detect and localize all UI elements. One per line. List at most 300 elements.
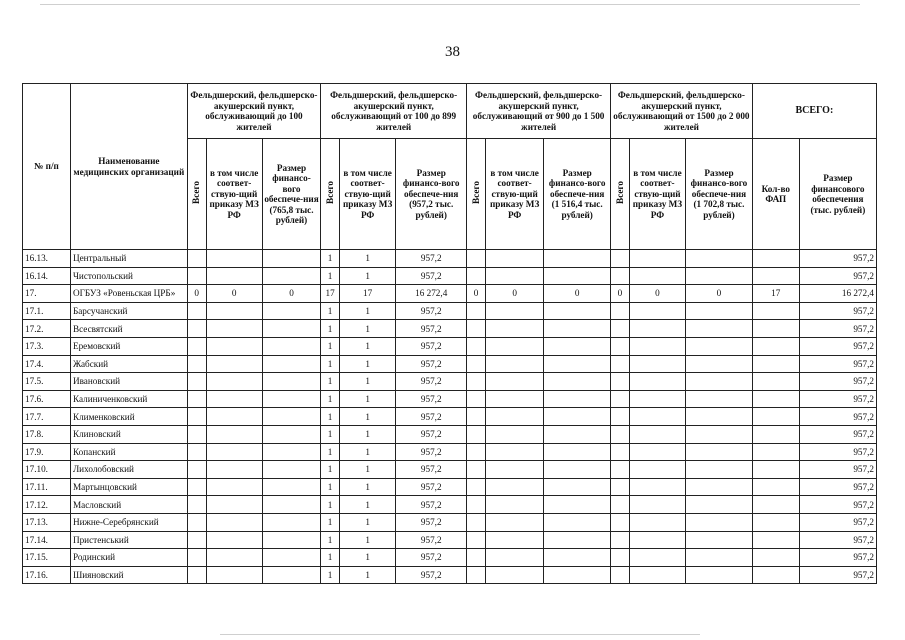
row-value-cell: [206, 408, 262, 426]
row-value-cell: 957,2: [396, 390, 467, 408]
row-value-cell: 1: [339, 566, 395, 584]
row-value-cell: [187, 373, 206, 391]
row-value-cell: [629, 408, 685, 426]
row-value-cell: [206, 267, 262, 285]
col-header-total-count: Всего: [467, 139, 486, 250]
row-value-cell: [467, 302, 486, 320]
col-header-mz-compliant: в том числе соответ-ствую-щий приказу МЗ РФ: [629, 139, 685, 250]
table-row: [23, 390, 877, 408]
row-value-cell: 16 272,4: [396, 285, 467, 303]
row-value-cell: [467, 513, 486, 531]
row-value-cell: [467, 531, 486, 549]
row-number: 16.13.: [23, 250, 71, 268]
row-value-cell: [485, 443, 543, 461]
row-value-cell: [686, 250, 753, 268]
table-row: [23, 267, 877, 285]
row-value-cell: [467, 390, 486, 408]
row-value-cell: [262, 496, 320, 514]
row-value-cell: 1: [321, 267, 340, 285]
row-value-cell: [686, 461, 753, 479]
table-row: [23, 566, 877, 584]
row-value-cell: [262, 478, 320, 496]
row-organization-name: ОГБУЗ «Ровеньская ЦРБ»: [70, 285, 187, 303]
row-number: 17.12.: [23, 496, 71, 514]
row-value-cell: [629, 461, 685, 479]
row-value-cell: 1: [321, 390, 340, 408]
group-header-up-to-100: Фельдшерский, фельдшерско-акушерский пункт, обслуживающий до 100 жителей: [187, 84, 320, 139]
row-value-cell: 0: [544, 285, 611, 303]
row-value-cell: [611, 355, 630, 373]
row-organization-name: Масловский: [70, 496, 187, 514]
row-organization-name: Клиновский: [70, 425, 187, 443]
row-organization-name: Чистопольский: [70, 267, 187, 285]
row-value-cell: [485, 425, 543, 443]
row-value-cell: [262, 408, 320, 426]
row-value-cell: [544, 425, 611, 443]
row-value-cell: 0: [262, 285, 320, 303]
row-value-cell: [467, 478, 486, 496]
row-value-cell: [611, 478, 630, 496]
row-value-cell: [467, 355, 486, 373]
row-organization-name: Еремовский: [70, 337, 187, 355]
row-value-cell: [611, 337, 630, 355]
row-value-cell: [206, 302, 262, 320]
col-header-funding: Размер финансо-вого обеспече-ния (1 702,8 тыс. рублей): [686, 139, 753, 250]
row-value-cell: [206, 250, 262, 268]
row-value-cell: [611, 496, 630, 514]
row-number: 17.: [23, 285, 71, 303]
row-value-cell: [206, 549, 262, 567]
row-value-cell: [467, 549, 486, 567]
row-value-cell: [485, 302, 543, 320]
row-value-cell: [187, 425, 206, 443]
row-value-cell: [752, 566, 799, 584]
row-value-cell: [467, 425, 486, 443]
row-number: 17.13.: [23, 513, 71, 531]
row-value-cell: [686, 425, 753, 443]
row-value-cell: [544, 461, 611, 479]
row-value-cell: [544, 250, 611, 268]
row-value-cell: [752, 408, 799, 426]
row-value-cell: [262, 531, 320, 549]
row-value-cell: [544, 320, 611, 338]
row-value-cell: [686, 531, 753, 549]
row-value-cell: 1: [321, 425, 340, 443]
row-value-cell: 957,2: [799, 425, 876, 443]
row-value-cell: 957,2: [799, 302, 876, 320]
row-value-cell: [485, 478, 543, 496]
row-value-cell: [752, 496, 799, 514]
row-value-cell: [485, 337, 543, 355]
row-value-cell: [611, 531, 630, 549]
row-value-cell: 1: [321, 531, 340, 549]
row-value-cell: [262, 443, 320, 461]
row-value-cell: [187, 513, 206, 531]
row-organization-name: Копанский: [70, 443, 187, 461]
row-value-cell: [467, 267, 486, 285]
row-value-cell: 1: [339, 496, 395, 514]
row-value-cell: [544, 531, 611, 549]
row-value-cell: 957,2: [799, 320, 876, 338]
row-value-cell: 1: [321, 250, 340, 268]
row-value-cell: [187, 355, 206, 373]
row-value-cell: [629, 513, 685, 531]
table-row: [23, 496, 877, 514]
row-value-cell: [262, 373, 320, 391]
row-value-cell: [611, 302, 630, 320]
row-value-cell: [485, 549, 543, 567]
row-value-cell: 17: [321, 285, 340, 303]
row-organization-name: Шияновский: [70, 566, 187, 584]
row-value-cell: 1: [321, 443, 340, 461]
row-value-cell: [467, 250, 486, 268]
table-row: [23, 443, 877, 461]
row-number: 17.11.: [23, 478, 71, 496]
row-value-cell: [544, 408, 611, 426]
row-value-cell: 0: [206, 285, 262, 303]
row-organization-name: Всесвятский: [70, 320, 187, 338]
col-header-fap-count: Кол-во ФАП: [752, 139, 799, 250]
group-header-1500-2000: Фельдшерский, фельдшерско-акушерский пункт, обслуживающий от 1500 до 2 000 жителей: [611, 84, 753, 139]
row-value-cell: 957,2: [799, 513, 876, 531]
row-value-cell: [206, 478, 262, 496]
row-value-cell: 957,2: [799, 443, 876, 461]
row-value-cell: [686, 549, 753, 567]
row-value-cell: [629, 425, 685, 443]
row-value-cell: 0: [686, 285, 753, 303]
row-value-cell: 957,2: [396, 478, 467, 496]
row-value-cell: [206, 337, 262, 355]
row-value-cell: 1: [339, 443, 395, 461]
row-value-cell: 0: [187, 285, 206, 303]
row-value-cell: 0: [485, 285, 543, 303]
row-value-cell: [485, 408, 543, 426]
row-value-cell: [485, 531, 543, 549]
row-value-cell: [206, 513, 262, 531]
row-organization-name: Калиниченковский: [70, 390, 187, 408]
row-number: 17.7.: [23, 408, 71, 426]
row-value-cell: [206, 443, 262, 461]
row-value-cell: [467, 337, 486, 355]
row-value-cell: [629, 566, 685, 584]
row-number: 17.16.: [23, 566, 71, 584]
row-value-cell: [686, 337, 753, 355]
row-organization-name: Пристенський: [70, 531, 187, 549]
row-value-cell: [611, 320, 630, 338]
row-value-cell: [686, 408, 753, 426]
row-value-cell: [187, 302, 206, 320]
row-value-cell: 1: [339, 408, 395, 426]
row-number: 17.9.: [23, 443, 71, 461]
row-value-cell: [187, 337, 206, 355]
row-value-cell: [752, 461, 799, 479]
row-value-cell: [752, 302, 799, 320]
row-value-cell: [611, 425, 630, 443]
row-value-cell: [187, 566, 206, 584]
row-value-cell: 1: [339, 513, 395, 531]
row-value-cell: [544, 549, 611, 567]
row-value-cell: [686, 478, 753, 496]
row-value-cell: 957,2: [799, 566, 876, 584]
row-value-cell: [686, 496, 753, 514]
row-value-cell: 1: [321, 549, 340, 567]
row-value-cell: [206, 461, 262, 479]
row-value-cell: 1: [339, 425, 395, 443]
row-value-cell: [629, 320, 685, 338]
table-row: [23, 250, 877, 268]
row-value-cell: [544, 355, 611, 373]
row-value-cell: [752, 373, 799, 391]
col-header-funding: Размер финансо-вого обеспече-ния (957,2 тыс. рублей): [396, 139, 467, 250]
row-value-cell: [467, 496, 486, 514]
row-value-cell: [629, 355, 685, 373]
row-value-cell: [686, 390, 753, 408]
row-value-cell: [206, 320, 262, 338]
row-number: 17.1.: [23, 302, 71, 320]
row-organization-name: Родинский: [70, 549, 187, 567]
row-value-cell: [544, 390, 611, 408]
fap-funding-table: [22, 83, 877, 584]
row-value-cell: [467, 373, 486, 391]
row-value-cell: [206, 531, 262, 549]
row-value-cell: 1: [321, 320, 340, 338]
row-value-cell: 957,2: [396, 549, 467, 567]
row-value-cell: 957,2: [396, 513, 467, 531]
row-number: 17.4.: [23, 355, 71, 373]
row-number: 17.2.: [23, 320, 71, 338]
row-value-cell: [485, 267, 543, 285]
table-row: [23, 461, 877, 479]
row-value-cell: [611, 408, 630, 426]
row-value-cell: [467, 443, 486, 461]
row-value-cell: [206, 390, 262, 408]
row-value-cell: [686, 302, 753, 320]
table-row: [23, 531, 877, 549]
table-row: [23, 549, 877, 567]
row-number: 17.8.: [23, 425, 71, 443]
col-header-number: № п/п: [23, 84, 71, 250]
row-value-cell: 957,2: [396, 566, 467, 584]
row-value-cell: [629, 443, 685, 461]
row-value-cell: 1: [321, 337, 340, 355]
table-body: [23, 250, 877, 584]
row-value-cell: 1: [339, 373, 395, 391]
col-header-total-funding: Размер финансового обеспечения (тыс. рублей): [799, 139, 876, 250]
row-value-cell: 957,2: [799, 390, 876, 408]
row-number: 17.5.: [23, 373, 71, 391]
row-number: 17.14.: [23, 531, 71, 549]
row-value-cell: [629, 250, 685, 268]
row-value-cell: 957,2: [396, 373, 467, 391]
row-value-cell: [629, 267, 685, 285]
row-value-cell: 957,2: [396, 408, 467, 426]
row-value-cell: [686, 566, 753, 584]
row-value-cell: [485, 513, 543, 531]
row-value-cell: [206, 355, 262, 373]
row-value-cell: 957,2: [396, 496, 467, 514]
col-header-funding: Размер финансо-вого обеспече-ния (765,8 тыс. рублей): [262, 139, 320, 250]
row-value-cell: 1: [321, 355, 340, 373]
row-value-cell: 16 272,4: [799, 285, 876, 303]
row-value-cell: 957,2: [799, 355, 876, 373]
row-value-cell: [752, 443, 799, 461]
row-value-cell: 957,2: [799, 267, 876, 285]
table-row: [23, 408, 877, 426]
top-edge-line: [40, 4, 860, 5]
row-value-cell: 1: [321, 496, 340, 514]
col-header-funding: Размер финансо-вого обеспече-ния (1 516,4 тыс. рублей): [544, 139, 611, 250]
row-value-cell: [187, 267, 206, 285]
table-row: [23, 337, 877, 355]
row-value-cell: [544, 337, 611, 355]
row-value-cell: 1: [339, 390, 395, 408]
row-value-cell: [485, 390, 543, 408]
table-row: [23, 478, 877, 496]
bottom-edge-line: [220, 634, 700, 635]
row-value-cell: [629, 478, 685, 496]
row-number: 17.3.: [23, 337, 71, 355]
col-header-name: Наименование медицинских организаций: [70, 84, 187, 250]
row-organization-name: Клименковский: [70, 408, 187, 426]
row-number: 17.10.: [23, 461, 71, 479]
row-value-cell: [611, 443, 630, 461]
table-row: [23, 513, 877, 531]
col-header-total-count: Всего: [611, 139, 630, 250]
row-value-cell: [629, 549, 685, 567]
row-value-cell: [752, 250, 799, 268]
row-number: 17.15.: [23, 549, 71, 567]
group-header-total: ВСЕГО:: [752, 84, 876, 139]
row-value-cell: [752, 531, 799, 549]
group-header-900-1500: Фельдшерский, фельдшерско-акушерский пункт, обслуживающий от 900 до 1 500 жителей: [467, 84, 611, 139]
row-value-cell: 1: [321, 478, 340, 496]
row-value-cell: [611, 267, 630, 285]
row-value-cell: [544, 267, 611, 285]
row-value-cell: [544, 566, 611, 584]
row-value-cell: [262, 549, 320, 567]
row-value-cell: [752, 267, 799, 285]
row-organization-name: Нижне-Серебрянский: [70, 513, 187, 531]
row-value-cell: [206, 566, 262, 584]
row-value-cell: [187, 461, 206, 479]
page-number: 38: [445, 44, 460, 60]
row-value-cell: 0: [629, 285, 685, 303]
row-value-cell: [467, 320, 486, 338]
row-value-cell: [187, 478, 206, 496]
row-value-cell: 957,2: [799, 408, 876, 426]
row-value-cell: [187, 443, 206, 461]
row-value-cell: [629, 496, 685, 514]
row-value-cell: [485, 320, 543, 338]
row-value-cell: [485, 496, 543, 514]
row-value-cell: [262, 425, 320, 443]
row-value-cell: [262, 250, 320, 268]
row-value-cell: [467, 408, 486, 426]
col-header-mz-compliant: в том числе соответ-ствую-щий приказу МЗ РФ: [339, 139, 395, 250]
row-value-cell: 957,2: [396, 443, 467, 461]
row-value-cell: [686, 443, 753, 461]
row-value-cell: 1: [339, 461, 395, 479]
row-value-cell: [262, 513, 320, 531]
row-organization-name: Жабский: [70, 355, 187, 373]
row-value-cell: [629, 337, 685, 355]
row-value-cell: [611, 566, 630, 584]
row-value-cell: 1: [321, 513, 340, 531]
row-value-cell: 957,2: [396, 267, 467, 285]
row-value-cell: [629, 390, 685, 408]
row-value-cell: [611, 390, 630, 408]
row-value-cell: [485, 566, 543, 584]
row-value-cell: [752, 425, 799, 443]
row-value-cell: [629, 373, 685, 391]
row-value-cell: 957,2: [799, 496, 876, 514]
col-header-total-count: Всего: [187, 139, 206, 250]
row-value-cell: [686, 373, 753, 391]
row-value-cell: [544, 496, 611, 514]
row-value-cell: [544, 478, 611, 496]
row-value-cell: [611, 373, 630, 391]
row-value-cell: [206, 373, 262, 391]
row-value-cell: 957,2: [396, 302, 467, 320]
row-value-cell: [187, 549, 206, 567]
row-organization-name: Барсучанский: [70, 302, 187, 320]
row-value-cell: [752, 390, 799, 408]
row-value-cell: [262, 320, 320, 338]
table-row: [23, 355, 877, 373]
row-value-cell: 1: [339, 250, 395, 268]
row-value-cell: [262, 566, 320, 584]
row-organization-name: Ивановский: [70, 373, 187, 391]
row-value-cell: [187, 390, 206, 408]
row-value-cell: [485, 461, 543, 479]
row-value-cell: [629, 302, 685, 320]
row-value-cell: 957,2: [396, 425, 467, 443]
row-value-cell: [262, 461, 320, 479]
row-value-cell: [611, 250, 630, 268]
table-row: [23, 320, 877, 338]
row-value-cell: [686, 355, 753, 373]
row-value-cell: 957,2: [799, 250, 876, 268]
row-value-cell: [485, 373, 543, 391]
row-value-cell: 1: [321, 461, 340, 479]
row-value-cell: 957,2: [799, 531, 876, 549]
row-value-cell: 1: [321, 373, 340, 391]
table-row: [23, 285, 877, 303]
row-organization-name: Лихолобовский: [70, 461, 187, 479]
row-value-cell: [752, 337, 799, 355]
row-value-cell: 1: [339, 531, 395, 549]
row-value-cell: [686, 267, 753, 285]
row-value-cell: 957,2: [799, 549, 876, 567]
row-value-cell: [187, 531, 206, 549]
row-value-cell: [611, 461, 630, 479]
row-value-cell: [206, 496, 262, 514]
row-value-cell: 1: [339, 320, 395, 338]
row-value-cell: [544, 443, 611, 461]
row-value-cell: 957,2: [799, 461, 876, 479]
row-value-cell: [752, 513, 799, 531]
row-value-cell: [262, 302, 320, 320]
group-header-100-899: Фельдшерский, фельдшерско-акушерский пункт, обслуживающий от 100 до 899 жителей: [321, 84, 467, 139]
row-value-cell: 1: [321, 302, 340, 320]
row-value-cell: 17: [752, 285, 799, 303]
row-value-cell: [467, 566, 486, 584]
col-header-mz-compliant: в том числе соответ-ствую-щий приказу МЗ РФ: [206, 139, 262, 250]
row-value-cell: 1: [321, 408, 340, 426]
row-value-cell: [467, 461, 486, 479]
row-value-cell: 957,2: [799, 373, 876, 391]
row-value-cell: [611, 513, 630, 531]
